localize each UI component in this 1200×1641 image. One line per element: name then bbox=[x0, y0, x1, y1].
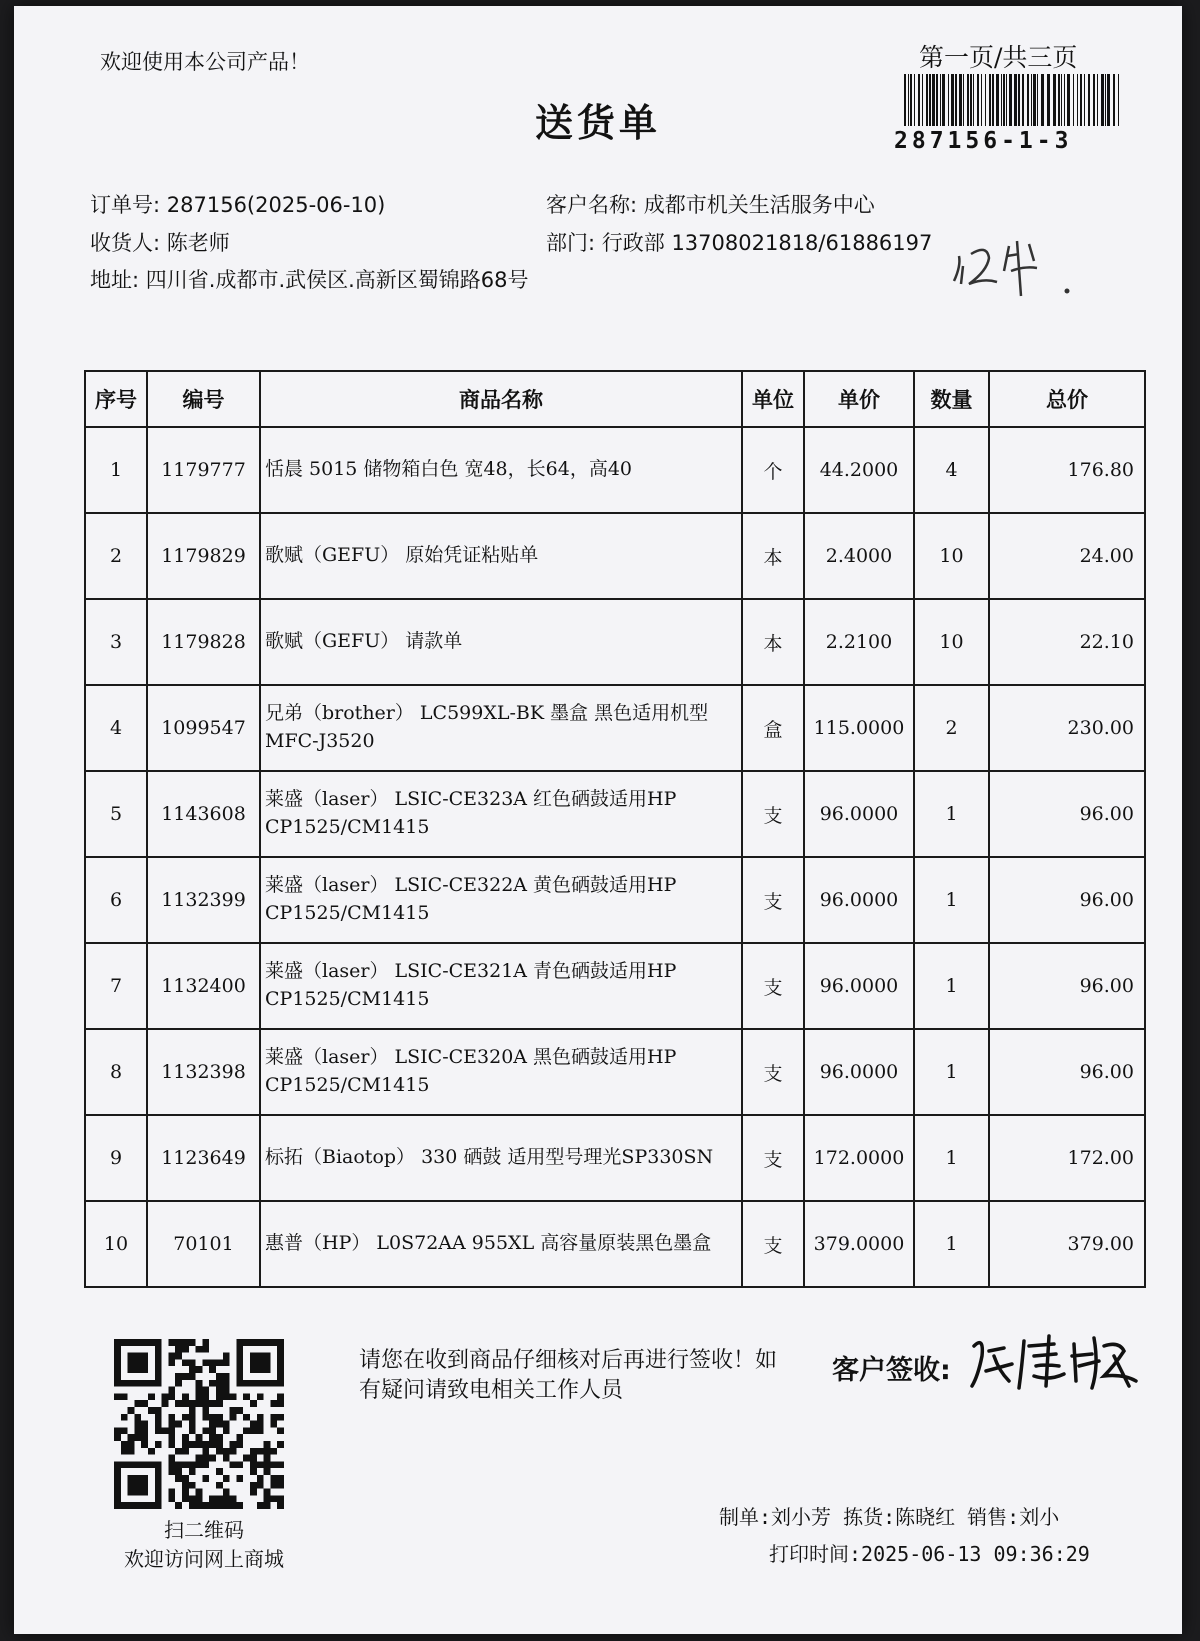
cell-code: 1179777 bbox=[147, 427, 260, 513]
cell-seq: 7 bbox=[85, 943, 147, 1029]
cell-name: 标拓（Biaotop） 330 硒鼓 适用型号理光SP330SN bbox=[260, 1115, 742, 1201]
order-value: 287156(2025-06-10) bbox=[166, 193, 386, 217]
table-row bbox=[85, 857, 1145, 943]
cell-price: 172.0000 bbox=[804, 1115, 914, 1201]
header-price: 单价 bbox=[804, 371, 914, 427]
table-row bbox=[85, 1201, 1145, 1287]
cell-unit: 本 bbox=[742, 599, 804, 685]
cell-unit: 个 bbox=[742, 427, 804, 513]
cell-price: 96.0000 bbox=[804, 943, 914, 1029]
cell-seq: 5 bbox=[85, 771, 147, 857]
header-name: 商品名称 bbox=[260, 371, 742, 427]
page-indicator: 第一页/共三页 bbox=[919, 43, 1078, 72]
cell-price: 2.2100 bbox=[804, 599, 914, 685]
header-total: 总价 bbox=[989, 371, 1145, 427]
address-value: 四川省.成都市.武侯区.高新区蜀锦路68号 bbox=[145, 268, 529, 292]
items-table bbox=[84, 370, 1146, 1288]
order-number-line bbox=[90, 189, 385, 219]
cell-unit: 支 bbox=[742, 1115, 804, 1201]
welcome-text: 欢迎使用本公司产品！ bbox=[100, 50, 310, 74]
cell-price: 96.0000 bbox=[804, 1029, 914, 1115]
department-value: 行政部 13708021818/61886197 bbox=[601, 231, 933, 255]
cell-name: 莱盛（laser） LSIC-CE323A 红色硒鼓适用HP CP1525/CM1415 bbox=[260, 771, 742, 857]
notice-text: 请您在收到商品仔细核对后再进行签收！如有疑问请致电相关工作人员 bbox=[359, 1348, 778, 1403]
receiver-line bbox=[90, 227, 230, 257]
table-row bbox=[85, 599, 1145, 685]
cell-unit: 盒 bbox=[742, 685, 804, 771]
cell-name: 歌赋（GEFU） 原始凭证粘贴单 bbox=[260, 513, 742, 599]
cell-seq: 1 bbox=[85, 427, 147, 513]
cell-seq: 2 bbox=[85, 513, 147, 599]
receiver-label: 收货人: bbox=[90, 231, 161, 255]
cell-code: 1099547 bbox=[147, 685, 260, 771]
cell-code: 1179828 bbox=[147, 599, 260, 685]
cell-code: 1179829 bbox=[147, 513, 260, 599]
cell-price: 379.0000 bbox=[804, 1201, 914, 1287]
barcode-number: 287156-1-3 bbox=[894, 128, 1073, 154]
header-code: 编号 bbox=[147, 371, 260, 427]
cell-qty: 1 bbox=[914, 1115, 989, 1201]
header-qty: 数量 bbox=[914, 371, 989, 427]
cell-qty: 1 bbox=[914, 1029, 989, 1115]
header-unit: 单位 bbox=[742, 371, 804, 427]
cell-unit: 支 bbox=[742, 771, 804, 857]
cell-qty: 1 bbox=[914, 943, 989, 1029]
header-seq: 序号 bbox=[85, 371, 147, 427]
cell-seq: 3 bbox=[85, 599, 147, 685]
cell-total: 230.00 bbox=[989, 685, 1145, 771]
cell-seq: 8 bbox=[85, 1029, 147, 1115]
staff-line: 制单:刘小芳 拣货:陈晓红 销售:刘小 bbox=[719, 1505, 1060, 1529]
print-time-line: 打印时间:2025-06-13 09:36:29 bbox=[769, 1542, 1090, 1566]
cell-code: 1132400 bbox=[147, 943, 260, 1029]
cell-unit: 支 bbox=[742, 943, 804, 1029]
cell-name: 歌赋（GEFU） 请款单 bbox=[260, 599, 742, 685]
cell-name: 惠普（HP） L0S72AA 955XL 高容量原装黑色墨盒 bbox=[260, 1201, 742, 1287]
document-title: 送货单 bbox=[534, 101, 661, 145]
table-row bbox=[85, 1029, 1145, 1115]
cell-qty: 2 bbox=[914, 685, 989, 771]
cell-total: 176.80 bbox=[989, 427, 1145, 513]
customer-label: 客户名称: bbox=[546, 193, 638, 217]
handwritten-signature bbox=[964, 1326, 1144, 1396]
cell-code: 1123649 bbox=[147, 1115, 260, 1201]
department-line bbox=[546, 227, 932, 257]
cell-price: 2.4000 bbox=[804, 513, 914, 599]
cell-seq: 4 bbox=[85, 685, 147, 771]
qr-caption-line-2: 欢迎访问网上商城 bbox=[124, 1547, 284, 1571]
address-line bbox=[90, 264, 529, 294]
cell-code: 1132399 bbox=[147, 857, 260, 943]
customer-line bbox=[546, 189, 875, 219]
delivery-note-paper bbox=[14, 6, 1182, 1634]
qr-caption-line-1: 扫二维码 bbox=[164, 1518, 244, 1542]
table-row bbox=[85, 513, 1145, 599]
department-label: 部门: bbox=[546, 231, 596, 255]
table-row bbox=[85, 771, 1145, 857]
cell-unit: 支 bbox=[742, 1029, 804, 1115]
cell-code: 70101 bbox=[147, 1201, 260, 1287]
cell-qty: 1 bbox=[914, 857, 989, 943]
cell-unit: 本 bbox=[742, 513, 804, 599]
cell-code: 1132398 bbox=[147, 1029, 260, 1115]
cell-name: 兄弟（brother） LC599XL-BK 墨盒 黑色适用机型MFC-J3520 bbox=[260, 685, 742, 771]
handwritten-note bbox=[949, 226, 1099, 316]
customer-value: 成都市机关生活服务中心 bbox=[643, 193, 875, 217]
table-row bbox=[85, 685, 1145, 771]
order-label: 订单号: bbox=[90, 193, 161, 217]
cell-seq: 6 bbox=[85, 857, 147, 943]
cell-total: 96.00 bbox=[989, 771, 1145, 857]
table-header-row bbox=[85, 371, 1145, 427]
cell-total: 24.00 bbox=[989, 513, 1145, 599]
address-label: 地址: bbox=[90, 268, 140, 292]
qr-code-image[interactable] bbox=[114, 1339, 284, 1509]
cell-name: 恬晨 5015 储物箱白色 宽48，长64，高40 bbox=[260, 427, 742, 513]
cell-price: 44.2000 bbox=[804, 427, 914, 513]
cell-unit: 支 bbox=[742, 1201, 804, 1287]
cell-total: 379.00 bbox=[989, 1201, 1145, 1287]
cell-qty: 1 bbox=[914, 1201, 989, 1287]
cell-unit: 支 bbox=[742, 857, 804, 943]
cell-total: 22.10 bbox=[989, 599, 1145, 685]
cell-total: 96.00 bbox=[989, 943, 1145, 1029]
cell-total: 96.00 bbox=[989, 1029, 1145, 1115]
table-row bbox=[85, 427, 1145, 513]
qr-caption bbox=[94, 1516, 314, 1574]
customer-signature-label: 客户签收: bbox=[832, 1355, 951, 1386]
cell-price: 115.0000 bbox=[804, 685, 914, 771]
cell-total: 96.00 bbox=[989, 857, 1145, 943]
cell-qty: 1 bbox=[914, 771, 989, 857]
cell-qty: 10 bbox=[914, 599, 989, 685]
receiver-value: 陈老师 bbox=[166, 231, 230, 255]
table-row bbox=[85, 943, 1145, 1029]
cell-price: 96.0000 bbox=[804, 771, 914, 857]
table-row bbox=[85, 1115, 1145, 1201]
cell-name: 莱盛（laser） LSIC-CE321A 青色硒鼓适用HP CP1525/CM1415 bbox=[260, 943, 742, 1029]
cell-qty: 10 bbox=[914, 513, 989, 599]
cell-name: 莱盛（laser） LSIC-CE320A 黑色硒鼓适用HP CP1525/CM1415 bbox=[260, 1029, 742, 1115]
cell-total: 172.00 bbox=[989, 1115, 1145, 1201]
cell-code: 1143608 bbox=[147, 771, 260, 857]
cell-price: 96.0000 bbox=[804, 857, 914, 943]
cell-qty: 4 bbox=[914, 427, 989, 513]
cell-seq: 9 bbox=[85, 1115, 147, 1201]
cell-name: 莱盛（laser） LSIC-CE322A 黄色硒鼓适用HP CP1525/CM1415 bbox=[260, 857, 742, 943]
cell-seq: 10 bbox=[85, 1201, 147, 1287]
